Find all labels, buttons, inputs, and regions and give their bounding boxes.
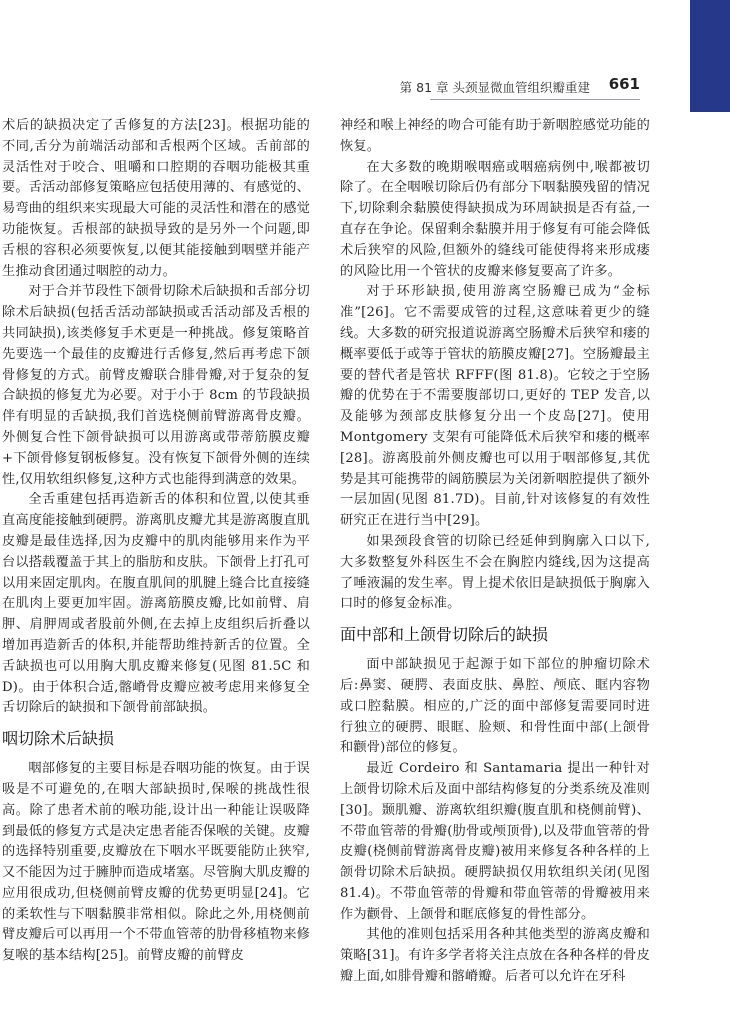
paragraph: 最近 Cordeiro 和 Santamaria 提出一种针对上颌骨切除术后及面中部结构修复的分类系统及准则[30]。颞肌瓣、游离软组织瓣(腹直肌和桡侧前臂)、不带血管蒂的骨瓣(肋骨或颅顶骨),以及带血管蒂的骨皮瓣(桡侧前臂游离骨皮瓣)被用来修复各种各样的上颌骨切除术后缺损。硬腭缺损仅用软组织关闭(见图 81.4)。不带血管蒂的骨瓣和带血管蒂的骨瓣被用来作为颧骨、上颌骨和眶底修复的骨性部分。 — [340, 761, 650, 922]
running-header — [0, 74, 640, 100]
header-rule — [430, 99, 640, 100]
paragraph: 咽部修复的主要目标是吞咽功能的恢复。由于误吸是不可避免的,在咽大部缺损时,保喉的挑战性很高。除了患者术前的喉功能,设计出一种能让误吸降到最低的修复方式是决定患者能否保喉的关键。皮瓣的选择特别重要,皮瓣放在下咽水平既要能防止狭窄,又不能因为过于臃肿而造成堵塞。尽管胸大肌皮瓣的应用很成功,但桡侧前臂皮瓣的优势更明显[24]。它的柔软性与下咽黏膜非常相似。除此之外,用桡侧前臂皮瓣后可以再用一个不带血管蒂的肋骨移植物来修复喉的基本结构[25]。前臂皮瓣的前臂皮 — [2, 761, 310, 964]
section-heading: 咽切除术后缺损 — [2, 729, 115, 749]
paragraph: 术后的缺损决定了舌修复的方法[23]。根据功能的不同,舌分为前端活动部和舌根两个区域。舌前部的灵活性对于咬合、咀嚼和口腔期的吞咽功能极其重要。舌活动部修复策略应包括使用薄的、有感觉的、易弯曲的组织来实现最大可能的灵活性和潜在的感觉功能恢复。舌根部的缺损导致的是另外一个问题,即舌根的容积必须要恢复,以便其能接触到咽壁并能产生推动食团通过咽腔的动力。 — [2, 118, 310, 279]
paragraph: 其他的准则包括采用各种其他类型的游离皮瓣和策略[31]。有许多学者将关注点放在各种各样的骨皮瓣上面,如腓骨瓣和髂嵴瓣。后者可以允许在牙科 — [340, 927, 650, 985]
paragraph: 如果颈段食管的切除已经延伸到胸廓入口以下,大多数整复外科医生不会在胸腔内缝线,因为这提高了唾液漏的发生率。胃上提术依旧是缺损低于胸廓入口时的修复金标准。 — [340, 533, 650, 612]
paragraph: 神经和喉上神经的吻合可能有助于新咽腔感觉功能的恢复。 — [340, 118, 650, 154]
paragraph: 面中部缺损见于起源于如下部位的肿瘤切除术后:鼻窦、硬腭、表面皮肤、鼻腔、颅底、眶内容物或口腔黏膜。相应的,广泛的面中部修复需要同时进行独立的硬腭、眼眶、脸颊、和骨性面中部(上颌骨和颧骨)部位的修复。 — [340, 657, 650, 756]
paragraph: 全舌重建包括再造新舌的体积和位置,以使其垂直高度能接触到硬腭。游离肌皮瓣尤其是游离腹直肌皮瓣是最佳选择,因为皮瓣中的肌肉能够用来作为平台以搭载覆盖于其上的脂肪和皮肤。下颌骨上打孔可以用来固定肌肉。在腹直肌间的肌腱上缝合比直接缝在肌肉上要更加牢固。游离筋膜皮瓣,比如前臂、肩胛、肩胛周或者股前外侧,在去掉上皮组织后折叠以增加再造新舌的体积,并能帮助维持新舌的位置。全舌缺损也可以用胸大肌皮瓣来修复(见图 81.5C 和 D)。由于体积合适,髂嵴骨皮瓣应被考虑用来修复全舌切除后的缺损和下颌骨前部缺损。 — [2, 492, 310, 716]
chapter-thumb-tab — [690, 0, 730, 112]
page-number: 661 — [608, 75, 640, 93]
paragraph: 对于合并节段性下颌骨切除术后缺损和舌部分切除术后缺损(包括舌活动部缺损或舌活动部及舌根的共同缺损),该类修复手术更是一种挑战。修复策略首先要选一个最佳的皮瓣进行舌修复,然后再考虑下颌骨修复的方式。前臂皮瓣联合腓骨瓣,对于复杂的复合缺损的修复尤为必要。对于小于 8cm 的节段缺损伴有明显的舌缺损,我们首选桡侧前臂游离骨皮瓣。外侧复合性下颌骨缺损可以用游离或带蒂筋膜皮瓣+下颌骨修复钢板修复。没有恢复下颌骨外侧的连续性,仅用软组织修复,这种方式也能得到满意的效果。 — [2, 284, 310, 487]
chapter-title: 第 81 章 头颈显微血管组织瓣重建 — [399, 80, 590, 95]
paragraph: 在大多数的晚期喉咽癌或咽癌病例中,喉都被切除了。在全咽喉切除后仍有部分下咽黏膜残留的情况下,切除剩余黏膜使得缺损成为环周缺损是否有益,一直存在争论。保留剩余黏膜并用于修复有可能会降低术后狭窄的风险,但额外的缝线可能使得将来形成瘘的风险比用一个管状的皮瓣来修复要高了许多。 — [340, 159, 650, 279]
left-column — [2, 116, 310, 1015]
paragraph: 对于环形缺损,使用游离空肠瓣已成为“金标准”[26]。它不需要成管的过程,这意味着更少的缝线。大多数的研究报道说游离空肠瓣术后狭窄和瘘的概率要低于或等于管状的筋膜皮瓣[27]。空肠瓣最主要的替代者是管状 RFFF(图 81.8)。它较之于空肠瓣的优势在于不需要腹部切口,更好的 TEP 发音,以及能够为颈部皮肤修复分出一个皮岛[27]。使用 Montgomery 支架有可能降低术后狭窄和瘘的概率[28]。游离股前外侧皮瓣也可以用于咽部修复,其优势是其可能携带的阔筋膜层为关闭新咽腔提供了额外一层加固(见图 81.7D)。目前,针对该修复的有效性研究正在进行当中[29]。 — [340, 284, 650, 529]
section-heading: 面中部和上颌骨切除后的缺损 — [340, 625, 549, 645]
right-column — [340, 116, 650, 1015]
